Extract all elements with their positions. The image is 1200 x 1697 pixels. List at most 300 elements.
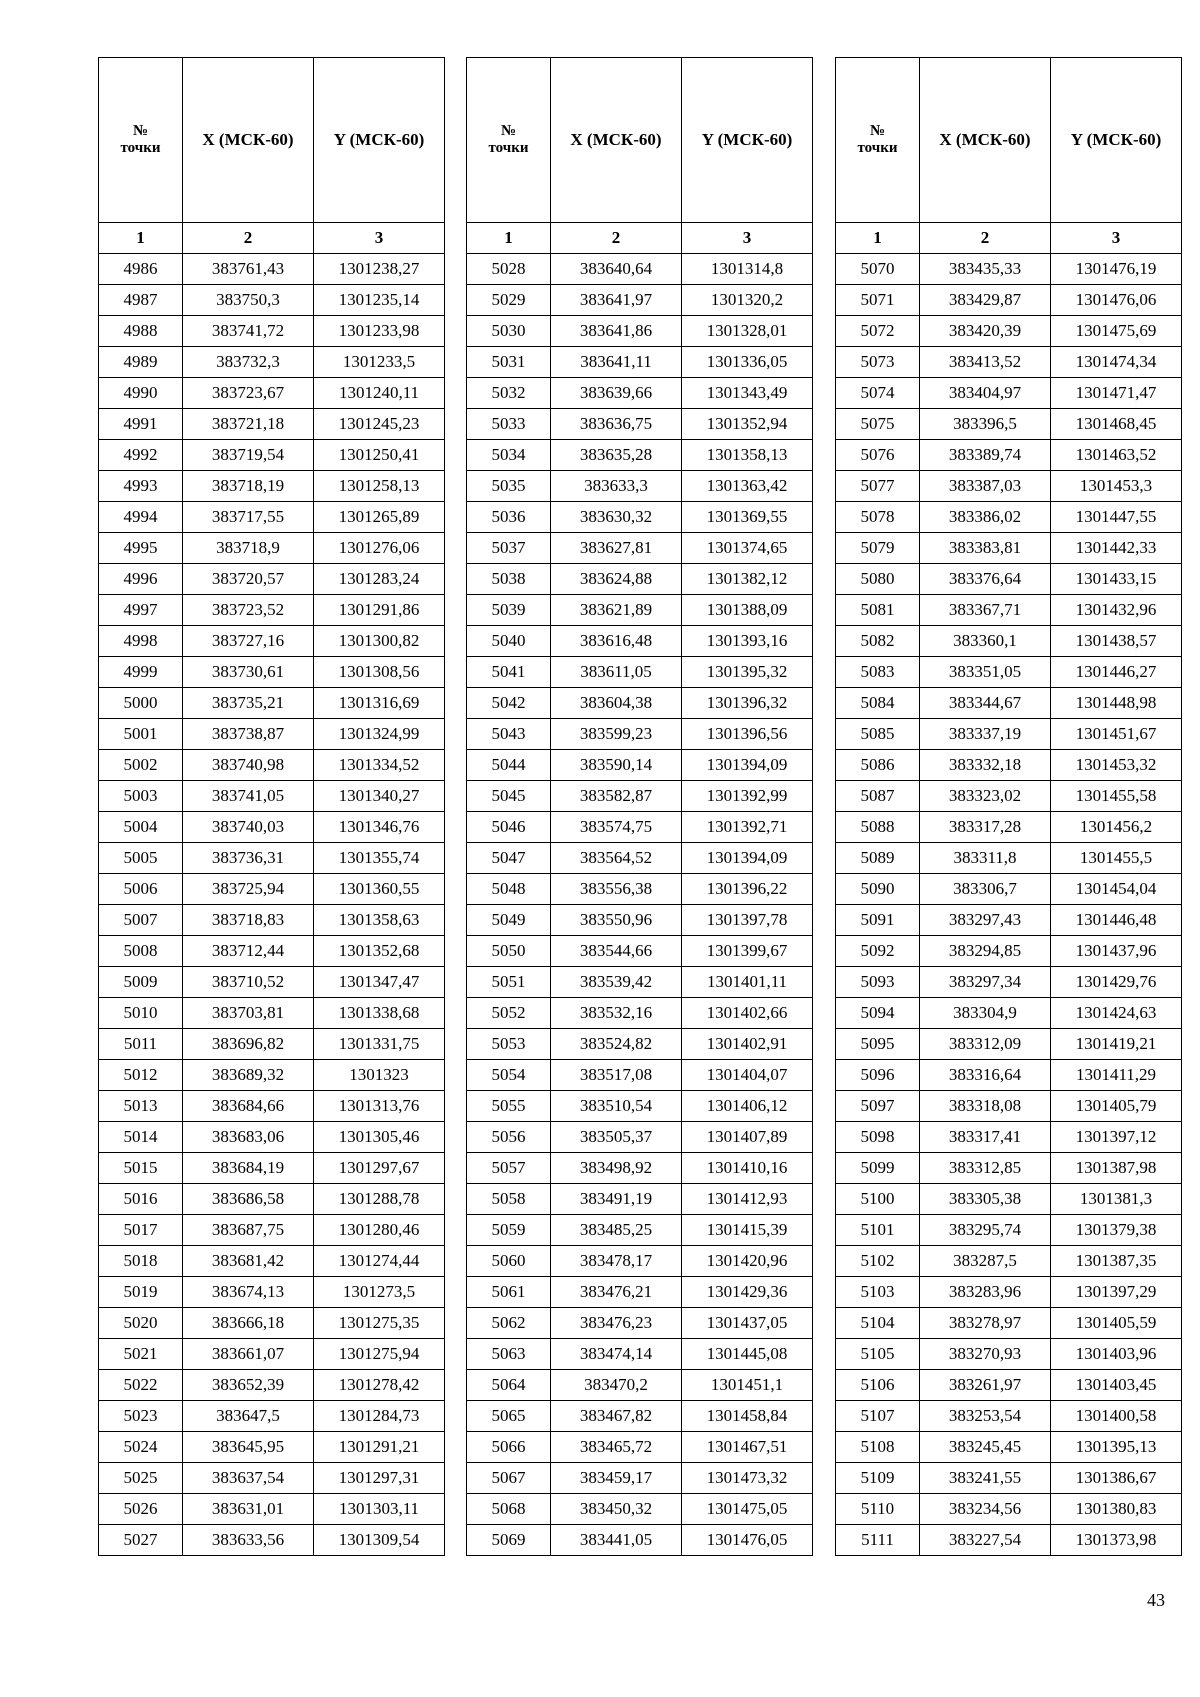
point-number-cell: 5022	[99, 1370, 183, 1401]
x-coordinate-cell: 383723,52	[183, 595, 314, 626]
table-row	[836, 409, 1182, 440]
point-number-cell: 5036	[467, 502, 551, 533]
y-coordinate-cell: 1301433,15	[1051, 564, 1182, 595]
table-row	[99, 1339, 445, 1370]
x-coordinate-cell: 383624,88	[551, 564, 682, 595]
table-row	[467, 657, 813, 688]
y-coordinate-cell: 1301475,69	[1051, 316, 1182, 347]
table-row	[467, 936, 813, 967]
point-number-cell: 5025	[99, 1463, 183, 1494]
y-coordinate-cell: 1301334,52	[314, 750, 445, 781]
y-coordinate-cell: 1301387,35	[1051, 1246, 1182, 1277]
y-coordinate-cell: 1301437,05	[682, 1308, 813, 1339]
y-coordinate-cell: 1301297,31	[314, 1463, 445, 1494]
point-number-cell: 5077	[836, 471, 920, 502]
y-coordinate-cell: 1301476,06	[1051, 285, 1182, 316]
point-number-cell: 5043	[467, 719, 551, 750]
x-coordinate-cell: 383505,37	[551, 1122, 682, 1153]
x-coordinate-cell: 383478,17	[551, 1246, 682, 1277]
y-coordinate-cell: 1301473,32	[682, 1463, 813, 1494]
table-row	[836, 285, 1182, 316]
x-coordinate-cell: 383332,18	[920, 750, 1051, 781]
y-coordinate-cell: 1301233,5	[314, 347, 445, 378]
point-number-cell: 5026	[99, 1494, 183, 1525]
table-row	[99, 1277, 445, 1308]
point-number-cell: 4986	[99, 254, 183, 285]
y-coordinate-cell: 1301233,98	[314, 316, 445, 347]
coordinates-table-3	[835, 57, 1182, 1556]
table-row	[467, 905, 813, 936]
point-number-header-label: № точки	[120, 122, 161, 156]
x-coordinate-cell: 383270,93	[920, 1339, 1051, 1370]
table-row	[467, 998, 813, 1029]
x-coordinate-cell: 383304,9	[920, 998, 1051, 1029]
y-coordinate-cell: 1301403,45	[1051, 1370, 1182, 1401]
x-coordinate-cell: 383639,66	[551, 378, 682, 409]
y-coordinate-cell: 1301276,06	[314, 533, 445, 564]
y-coordinate-cell: 1301324,99	[314, 719, 445, 750]
table-row	[836, 626, 1182, 657]
y-coordinate-cell: 1301399,67	[682, 936, 813, 967]
x-coordinate-cell: 383498,92	[551, 1153, 682, 1184]
y-coordinate-cell: 1301291,86	[314, 595, 445, 626]
x-coordinate-cell: 383544,66	[551, 936, 682, 967]
x-coordinate-cell: 383539,42	[551, 967, 682, 998]
x-coordinate-cell: 383441,05	[551, 1525, 682, 1556]
x-coordinate-cell: 383470,2	[551, 1370, 682, 1401]
table-row	[836, 316, 1182, 347]
y-coordinate-cell: 1301453,32	[1051, 750, 1182, 781]
table-row	[99, 316, 445, 347]
y-coordinate-cell: 1301402,91	[682, 1029, 813, 1060]
x-coordinate-cell: 383306,7	[920, 874, 1051, 905]
x-coordinate-cell: 383718,19	[183, 471, 314, 502]
y-coordinate-cell: 1301456,2	[1051, 812, 1182, 843]
x-coordinate-cell: 383404,97	[920, 378, 1051, 409]
y-coordinate-cell: 1301386,67	[1051, 1463, 1182, 1494]
point-number-cell: 5100	[836, 1184, 920, 1215]
x-coordinate-cell: 383645,95	[183, 1432, 314, 1463]
table-row	[99, 750, 445, 781]
point-number-cell: 5080	[836, 564, 920, 595]
point-number-cell: 4997	[99, 595, 183, 626]
column-number: 1	[836, 223, 920, 254]
x-coordinate-cell: 383253,54	[920, 1401, 1051, 1432]
y-coordinate-cell: 1301395,13	[1051, 1432, 1182, 1463]
point-number-cell: 5085	[836, 719, 920, 750]
y-coordinate-cell: 1301411,29	[1051, 1060, 1182, 1091]
point-number-cell: 5041	[467, 657, 551, 688]
y-coordinate-cell: 1301445,08	[682, 1339, 813, 1370]
table-row	[836, 750, 1182, 781]
y-coordinate-cell: 1301394,09	[682, 843, 813, 874]
column-number: 2	[551, 223, 682, 254]
table-row	[836, 347, 1182, 378]
point-number-cell: 4987	[99, 285, 183, 316]
table-row	[99, 998, 445, 1029]
table-row	[467, 1215, 813, 1246]
y-coordinate-cell: 1301363,42	[682, 471, 813, 502]
point-number-cell: 5098	[836, 1122, 920, 1153]
point-number-cell: 5097	[836, 1091, 920, 1122]
point-number-cell: 5093	[836, 967, 920, 998]
table-row	[99, 471, 445, 502]
x-coordinate-cell: 383491,19	[551, 1184, 682, 1215]
point-number-cell: 5076	[836, 440, 920, 471]
x-coordinate-cell: 383556,38	[551, 874, 682, 905]
y-coordinate-cell: 1301284,73	[314, 1401, 445, 1432]
table-row	[836, 688, 1182, 719]
table-row	[467, 1091, 813, 1122]
point-number-cell: 4996	[99, 564, 183, 595]
point-number-cell: 5048	[467, 874, 551, 905]
table-row	[467, 688, 813, 719]
point-number-cell: 5045	[467, 781, 551, 812]
x-coordinate-header: X (МСК-60)	[551, 58, 682, 223]
x-coordinate-cell: 383429,87	[920, 285, 1051, 316]
point-number-cell: 5090	[836, 874, 920, 905]
point-number-cell: 5061	[467, 1277, 551, 1308]
y-coordinate-cell: 1301379,38	[1051, 1215, 1182, 1246]
y-coordinate-cell: 1301388,09	[682, 595, 813, 626]
table-header-row	[99, 58, 445, 223]
y-coordinate-cell: 1301380,83	[1051, 1494, 1182, 1525]
table-row	[467, 1277, 813, 1308]
point-number-cell: 5064	[467, 1370, 551, 1401]
table-row	[467, 564, 813, 595]
y-coordinate-cell: 1301429,76	[1051, 967, 1182, 998]
x-coordinate-cell: 383582,87	[551, 781, 682, 812]
point-number-cell: 5001	[99, 719, 183, 750]
table-row	[836, 657, 1182, 688]
x-coordinate-cell: 383360,1	[920, 626, 1051, 657]
x-coordinate-cell: 383725,94	[183, 874, 314, 905]
table-row	[99, 1184, 445, 1215]
point-number-cell: 5070	[836, 254, 920, 285]
y-coordinate-cell: 1301323	[314, 1060, 445, 1091]
point-number-header	[836, 58, 920, 223]
table-row	[99, 1122, 445, 1153]
x-coordinate-cell: 383435,33	[920, 254, 1051, 285]
y-coordinate-cell: 1301474,34	[1051, 347, 1182, 378]
x-coordinate-cell: 383736,31	[183, 843, 314, 874]
y-coordinate-cell: 1301238,27	[314, 254, 445, 285]
y-coordinate-header: Y (МСК-60)	[682, 58, 813, 223]
y-coordinate-cell: 1301451,1	[682, 1370, 813, 1401]
x-coordinate-cell: 383590,14	[551, 750, 682, 781]
x-coordinate-cell: 383305,38	[920, 1184, 1051, 1215]
table-row	[836, 1277, 1182, 1308]
y-coordinate-cell: 1301396,32	[682, 688, 813, 719]
x-coordinate-cell: 383661,07	[183, 1339, 314, 1370]
column-number: 1	[467, 223, 551, 254]
x-coordinate-cell: 383287,5	[920, 1246, 1051, 1277]
y-coordinate-cell: 1301288,78	[314, 1184, 445, 1215]
x-coordinate-cell: 383750,3	[183, 285, 314, 316]
y-coordinate-header: Y (МСК-60)	[314, 58, 445, 223]
point-number-cell: 5074	[836, 378, 920, 409]
table-row	[467, 1184, 813, 1215]
table-row	[836, 378, 1182, 409]
x-coordinate-cell: 383604,38	[551, 688, 682, 719]
point-number-cell: 5066	[467, 1432, 551, 1463]
table-row	[99, 967, 445, 998]
x-coordinate-cell: 383616,48	[551, 626, 682, 657]
table-row	[99, 1060, 445, 1091]
x-coordinate-cell: 383666,18	[183, 1308, 314, 1339]
y-coordinate-cell: 1301455,58	[1051, 781, 1182, 812]
table-row	[99, 1308, 445, 1339]
y-coordinate-cell: 1301338,68	[314, 998, 445, 1029]
table-row	[836, 1215, 1182, 1246]
x-coordinate-cell: 383686,58	[183, 1184, 314, 1215]
y-coordinate-cell: 1301448,98	[1051, 688, 1182, 719]
x-coordinate-cell: 383727,16	[183, 626, 314, 657]
y-coordinate-cell: 1301275,94	[314, 1339, 445, 1370]
y-coordinate-cell: 1301406,12	[682, 1091, 813, 1122]
table-row	[99, 874, 445, 905]
table-row	[99, 595, 445, 626]
y-coordinate-cell: 1301308,56	[314, 657, 445, 688]
y-coordinate-cell: 1301316,69	[314, 688, 445, 719]
point-number-cell: 5082	[836, 626, 920, 657]
point-number-cell: 4992	[99, 440, 183, 471]
x-coordinate-cell: 383261,97	[920, 1370, 1051, 1401]
x-coordinate-cell: 383674,13	[183, 1277, 314, 1308]
table-row	[99, 812, 445, 843]
y-coordinate-cell: 1301394,09	[682, 750, 813, 781]
y-coordinate-cell: 1301352,94	[682, 409, 813, 440]
x-coordinate-cell: 383696,82	[183, 1029, 314, 1060]
y-coordinate-cell: 1301400,58	[1051, 1401, 1182, 1432]
y-coordinate-cell: 1301303,11	[314, 1494, 445, 1525]
point-number-cell: 5060	[467, 1246, 551, 1277]
table-row	[467, 533, 813, 564]
x-coordinate-cell: 383574,75	[551, 812, 682, 843]
point-number-cell: 4990	[99, 378, 183, 409]
point-number-cell: 5075	[836, 409, 920, 440]
x-coordinate-cell: 383730,61	[183, 657, 314, 688]
y-coordinate-cell: 1301369,55	[682, 502, 813, 533]
table-row	[99, 688, 445, 719]
y-coordinate-cell: 1301278,42	[314, 1370, 445, 1401]
table-row	[836, 1525, 1182, 1556]
point-number-cell: 5056	[467, 1122, 551, 1153]
x-coordinate-cell: 383718,83	[183, 905, 314, 936]
y-coordinate-cell: 1301343,49	[682, 378, 813, 409]
table-body	[836, 254, 1182, 1556]
point-number-cell: 5109	[836, 1463, 920, 1494]
point-number-cell: 5011	[99, 1029, 183, 1060]
y-coordinate-cell: 1301438,57	[1051, 626, 1182, 657]
table-row	[836, 905, 1182, 936]
point-number-cell: 5004	[99, 812, 183, 843]
x-coordinate-cell: 383317,28	[920, 812, 1051, 843]
x-coordinate-cell: 383311,8	[920, 843, 1051, 874]
x-coordinate-cell: 383387,03	[920, 471, 1051, 502]
x-coordinate-cell: 383524,82	[551, 1029, 682, 1060]
point-number-cell: 5035	[467, 471, 551, 502]
table-row	[467, 1494, 813, 1525]
point-number-cell: 5049	[467, 905, 551, 936]
table-row	[836, 719, 1182, 750]
table-row	[99, 409, 445, 440]
table-row	[836, 1029, 1182, 1060]
table-row	[836, 936, 1182, 967]
y-coordinate-cell: 1301432,96	[1051, 595, 1182, 626]
point-number-cell: 5101	[836, 1215, 920, 1246]
table-row	[467, 1122, 813, 1153]
table-row	[99, 502, 445, 533]
x-coordinate-cell: 383450,32	[551, 1494, 682, 1525]
table-row	[99, 1463, 445, 1494]
table-row	[467, 1370, 813, 1401]
table-row	[467, 1339, 813, 1370]
point-number-cell: 5088	[836, 812, 920, 843]
point-number-cell: 5111	[836, 1525, 920, 1556]
table-row	[467, 409, 813, 440]
y-coordinate-cell: 1301358,13	[682, 440, 813, 471]
y-coordinate-cell: 1301387,98	[1051, 1153, 1182, 1184]
table-row	[99, 936, 445, 967]
y-coordinate-cell: 1301352,68	[314, 936, 445, 967]
table-row	[99, 719, 445, 750]
point-number-cell: 5038	[467, 564, 551, 595]
y-coordinate-cell: 1301331,75	[314, 1029, 445, 1060]
y-coordinate-cell: 1301467,51	[682, 1432, 813, 1463]
point-number-cell: 5052	[467, 998, 551, 1029]
table-row	[836, 781, 1182, 812]
x-coordinate-cell: 383367,71	[920, 595, 1051, 626]
point-number-cell: 5006	[99, 874, 183, 905]
point-number-cell: 5055	[467, 1091, 551, 1122]
point-number-cell: 5062	[467, 1308, 551, 1339]
point-number-cell: 5092	[836, 936, 920, 967]
x-coordinate-cell: 383295,74	[920, 1215, 1051, 1246]
point-number-cell: 5094	[836, 998, 920, 1029]
y-coordinate-cell: 1301300,82	[314, 626, 445, 657]
y-coordinate-cell: 1301429,36	[682, 1277, 813, 1308]
y-coordinate-cell: 1301476,19	[1051, 254, 1182, 285]
table-row	[467, 967, 813, 998]
table-row	[836, 1153, 1182, 1184]
x-coordinate-cell: 383420,39	[920, 316, 1051, 347]
point-number-cell: 4994	[99, 502, 183, 533]
point-number-cell: 5040	[467, 626, 551, 657]
x-coordinate-cell: 383681,42	[183, 1246, 314, 1277]
table-row	[99, 1246, 445, 1277]
x-coordinate-cell: 383637,54	[183, 1463, 314, 1494]
point-number-cell: 5086	[836, 750, 920, 781]
point-number-cell: 5057	[467, 1153, 551, 1184]
y-coordinate-cell: 1301397,78	[682, 905, 813, 936]
x-coordinate-cell: 383344,67	[920, 688, 1051, 719]
x-coordinate-cell: 383718,9	[183, 533, 314, 564]
y-coordinate-cell: 1301397,29	[1051, 1277, 1182, 1308]
point-number-cell: 5089	[836, 843, 920, 874]
point-number-cell: 5009	[99, 967, 183, 998]
y-coordinate-cell: 1301291,21	[314, 1432, 445, 1463]
table-row	[99, 1029, 445, 1060]
point-number-cell: 5016	[99, 1184, 183, 1215]
x-coordinate-header: X (МСК-60)	[920, 58, 1051, 223]
table-row	[467, 440, 813, 471]
x-coordinate-cell: 383234,56	[920, 1494, 1051, 1525]
y-coordinate-cell: 1301405,79	[1051, 1091, 1182, 1122]
table-row	[467, 1463, 813, 1494]
point-number-cell: 5024	[99, 1432, 183, 1463]
table-row	[836, 1122, 1182, 1153]
y-coordinate-cell: 1301468,45	[1051, 409, 1182, 440]
point-number-cell: 5034	[467, 440, 551, 471]
y-coordinate-cell: 1301471,47	[1051, 378, 1182, 409]
x-coordinate-cell: 383517,08	[551, 1060, 682, 1091]
table-row	[836, 502, 1182, 533]
point-number-cell: 5058	[467, 1184, 551, 1215]
y-coordinate-cell: 1301346,76	[314, 812, 445, 843]
x-coordinate-cell: 383386,02	[920, 502, 1051, 533]
x-coordinate-cell: 383389,74	[920, 440, 1051, 471]
table-row	[99, 1494, 445, 1525]
table-row	[467, 1153, 813, 1184]
x-coordinate-cell: 383710,52	[183, 967, 314, 998]
table-row	[467, 812, 813, 843]
point-number-cell: 5069	[467, 1525, 551, 1556]
point-number-cell: 5073	[836, 347, 920, 378]
point-number-cell: 5084	[836, 688, 920, 719]
x-coordinate-cell: 383635,28	[551, 440, 682, 471]
point-number-cell: 5008	[99, 936, 183, 967]
x-coordinate-cell: 383741,05	[183, 781, 314, 812]
x-coordinate-cell: 383627,81	[551, 533, 682, 564]
x-coordinate-cell: 383633,56	[183, 1525, 314, 1556]
x-coordinate-cell: 383564,52	[551, 843, 682, 874]
y-coordinate-cell: 1301412,93	[682, 1184, 813, 1215]
column-number: 3	[1051, 223, 1182, 254]
x-coordinate-cell: 383636,75	[551, 409, 682, 440]
y-coordinate-cell: 1301403,96	[1051, 1339, 1182, 1370]
x-coordinate-cell: 383318,08	[920, 1091, 1051, 1122]
y-coordinate-cell: 1301451,67	[1051, 719, 1182, 750]
table-body	[467, 254, 813, 1556]
x-coordinate-cell: 383532,16	[551, 998, 682, 1029]
x-coordinate-cell: 383245,45	[920, 1432, 1051, 1463]
table-row	[99, 347, 445, 378]
x-coordinate-cell: 383652,39	[183, 1370, 314, 1401]
point-number-cell: 5032	[467, 378, 551, 409]
x-coordinate-cell: 383717,55	[183, 502, 314, 533]
y-coordinate-cell: 1301454,04	[1051, 874, 1182, 905]
y-coordinate-cell: 1301446,48	[1051, 905, 1182, 936]
table-row	[99, 781, 445, 812]
coordinates-table-2	[466, 57, 813, 1556]
x-coordinate-cell: 383550,96	[551, 905, 682, 936]
table-row	[99, 1401, 445, 1432]
point-number-cell: 5020	[99, 1308, 183, 1339]
x-coordinate-cell: 383383,81	[920, 533, 1051, 564]
point-number-cell: 5104	[836, 1308, 920, 1339]
x-coordinate-cell: 383317,41	[920, 1122, 1051, 1153]
y-coordinate-cell: 1301347,47	[314, 967, 445, 998]
point-number-cell: 5079	[836, 533, 920, 564]
y-coordinate-header: Y (МСК-60)	[1051, 58, 1182, 223]
column-number-row	[467, 223, 813, 254]
y-coordinate-cell: 1301358,63	[314, 905, 445, 936]
point-number-cell: 5050	[467, 936, 551, 967]
x-coordinate-cell: 383396,5	[920, 409, 1051, 440]
x-coordinate-cell: 383278,97	[920, 1308, 1051, 1339]
point-number-cell: 5072	[836, 316, 920, 347]
